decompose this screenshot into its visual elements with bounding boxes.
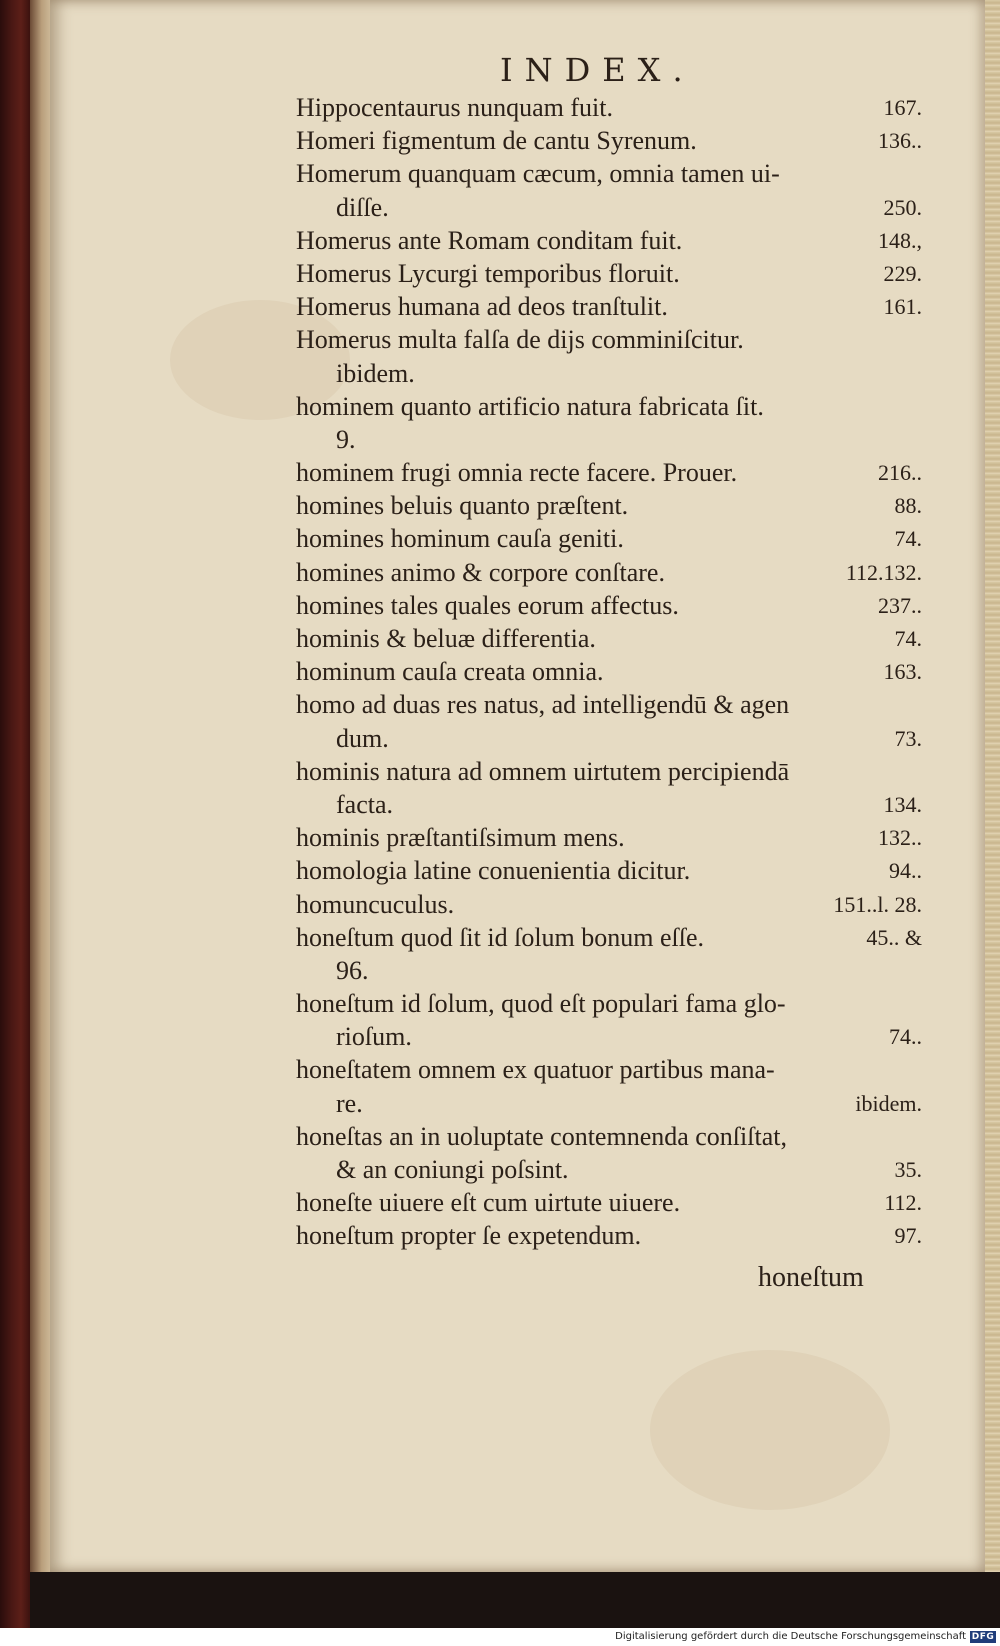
index-line — [296, 954, 922, 987]
index-entry-text: homines hominum cauſa geniti. — [296, 524, 624, 554]
index-entry-page: 97. — [894, 1223, 922, 1249]
index-entry-text: hominem frugi omnia recte facere. Prouer. — [296, 458, 738, 488]
index-entry-page: 112. — [884, 1190, 922, 1216]
index-entry-text: honeſte uiuere eſt cum uirtute uiuere. — [296, 1188, 681, 1218]
index-line — [296, 1219, 922, 1252]
index-line — [296, 489, 922, 522]
index-entry-page: 151..l. 28. — [833, 891, 922, 917]
index-line — [296, 390, 922, 423]
index-entry-page: 74. — [894, 526, 922, 552]
index-line — [296, 556, 922, 589]
index-entry-page: 229. — [883, 260, 922, 286]
index-entry-page: 88. — [894, 493, 922, 519]
index-entry-text: Homerus ante Romam conditam fuit. — [296, 225, 683, 255]
index-entry-text: Homerus Lycurgi temporibus floruit. — [296, 258, 680, 288]
index-entry-text: hominis & beluæ differentia. — [296, 624, 596, 653]
index-entry-page: 163. — [883, 659, 922, 685]
index-line — [296, 755, 922, 788]
index-entry-text: Homerus multa falſa de dijs comminiſcitur. — [296, 325, 744, 355]
index-entry-text: homines beluis quanto præſtent. — [296, 491, 629, 521]
index-entry-page: 94.. — [889, 858, 922, 884]
index-line — [296, 1153, 922, 1186]
index-entry-page: 136.. — [878, 128, 922, 154]
index-entry-text: hominem quanto artificio natura fabricata ſit. — [296, 391, 764, 421]
index-line — [296, 921, 922, 954]
index-entry-text: homuncuculus. — [296, 889, 455, 919]
index-entry-text: Hippocentaurus nunquam fuit. — [296, 93, 613, 122]
index-entry-page: 74.. — [889, 1024, 922, 1050]
index-entry-text: homines tales quales eorum affectus. — [296, 590, 679, 620]
index-line — [296, 987, 922, 1020]
index-line — [296, 1186, 922, 1219]
index-line — [296, 589, 922, 622]
index-line — [296, 688, 922, 721]
index-entry-page: 45.. & — [866, 924, 922, 950]
index-line — [296, 1120, 922, 1153]
index-line — [296, 722, 922, 755]
index-entry-text: hominis præſtantiſsimum mens. — [296, 823, 625, 853]
index-line — [296, 622, 922, 655]
index-entry-page: 148., — [878, 227, 922, 253]
index-entry-text: & an coniungi poſsint. — [336, 1155, 569, 1184]
index-line — [296, 854, 922, 887]
index-entry-text: dum. — [336, 723, 389, 753]
index-entry-text: honeſtatem omnem ex quatuor partibus mana- — [296, 1055, 775, 1085]
index-entry-text: 9. — [336, 424, 356, 454]
index-entry-text: honeſtum id ſolum, quod eſt populari fama glo- — [296, 989, 786, 1019]
book-cover-edge — [0, 0, 30, 1628]
index-entries — [296, 91, 922, 1253]
catchword: honeſtum — [758, 1262, 864, 1293]
footer-credit: Digitalisierung gefördert durch die Deutsche Forschungsgemeinschaft — [615, 1631, 966, 1642]
index-line — [296, 191, 922, 224]
index-entry-text: homo ad duas res natus, ad intelligendū & agen — [296, 690, 790, 720]
page-edges-right — [985, 0, 1000, 1580]
index-entry-page: 250. — [883, 194, 922, 220]
paper-stain — [650, 1350, 890, 1510]
index-entry-page: 73. — [894, 725, 922, 751]
index-entry-text: honeſtum quod ſit id ſolum bonum eſſe. — [296, 922, 705, 952]
index-line — [296, 1053, 922, 1086]
index-entry-page: ibidem. — [855, 1090, 922, 1116]
index-entry-text: Homeri figmentum de cantu Syrenum. — [296, 126, 697, 156]
index-entry-text: ibidem. — [336, 358, 415, 388]
index-entry-text: re. — [336, 1088, 363, 1118]
index-line — [296, 655, 922, 688]
footer-bar — [0, 1628, 1000, 1646]
index-line — [296, 224, 922, 257]
index-entry-page: 161. — [883, 294, 922, 320]
index-entry-page: 74. — [894, 626, 922, 651]
index-entry-text: hominum cauſa creata omnia. — [296, 657, 604, 687]
index-entry-page: 112.132. — [845, 559, 922, 585]
index-line — [296, 522, 922, 555]
index-line — [296, 456, 922, 489]
index-line — [296, 290, 922, 323]
scan-background — [30, 1572, 1000, 1628]
index-line — [296, 157, 922, 190]
index-line — [296, 888, 922, 921]
index-entry-text: homologia latine conuenientia dicitur. — [296, 856, 691, 886]
index-line — [296, 821, 922, 854]
index-entry-text: diſſe. — [336, 192, 389, 222]
index-entry-text: Homerus humana ad deos tranſtulit. — [296, 292, 668, 322]
index-entry-page: 134. — [883, 791, 922, 817]
index-line — [296, 357, 922, 390]
index-line — [296, 257, 922, 290]
index-entry-page: 237.. — [878, 592, 922, 618]
index-entry-text: homines animo & corpore conſtare. — [296, 557, 665, 587]
index-line — [296, 1087, 922, 1120]
index-entry-page: 132.. — [878, 825, 922, 851]
index-entry-text: honeſtum propter ſe expetendum. — [296, 1221, 642, 1251]
index-entry-text: facta. — [336, 789, 394, 819]
index-entry-text: honeſtas an in uoluptate contemnenda conſiſtat, — [296, 1121, 787, 1151]
index-line — [296, 91, 922, 124]
index-line — [296, 124, 922, 157]
index-entry-text: 96. — [336, 955, 369, 985]
index-entry-page: 167. — [883, 95, 922, 120]
index-entry-text: hominis natura ad omnem uirtutem percipiendā — [296, 756, 790, 786]
index-entry-text: Homerum quanquam cæcum, omnia tamen ui- — [296, 159, 780, 189]
index-entry-text: rioſum. — [336, 1022, 412, 1052]
index-line — [296, 323, 922, 356]
index-entry-page: 35. — [894, 1157, 922, 1182]
index-entry-page: 216.. — [878, 460, 922, 486]
index-line — [296, 1020, 922, 1053]
dfg-logo: DFG — [971, 1632, 995, 1642]
index-line — [296, 423, 922, 456]
page-heading: INDEX. — [500, 51, 695, 89]
index-line — [296, 788, 922, 821]
